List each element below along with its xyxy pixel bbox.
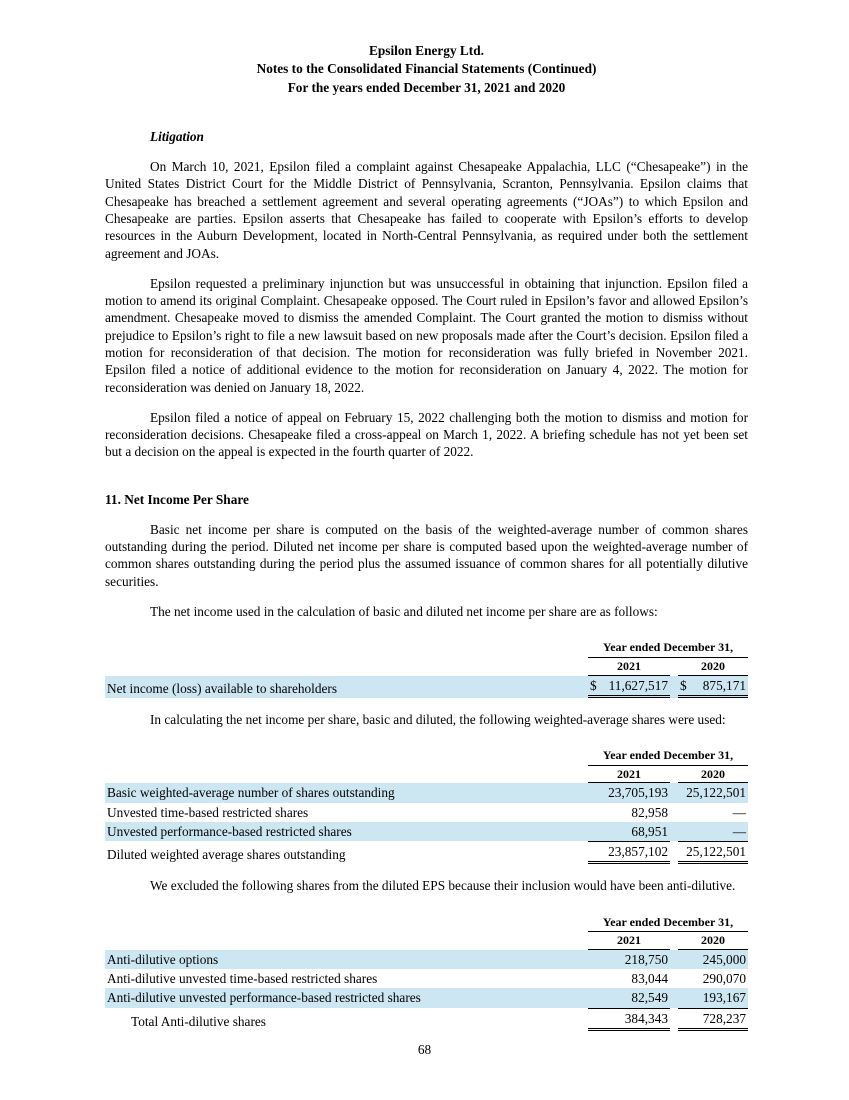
section-heading-net-income-per-share: 11. Net Income Per Share	[105, 491, 249, 507]
value-2020: 290,070	[702, 971, 746, 987]
table-row	[105, 988, 748, 1007]
net-income-table	[105, 640, 748, 697]
value-2020: 728,237	[678, 1008, 748, 1031]
value-2021: 82,958	[631, 804, 668, 820]
company-name: Epsilon Energy Ltd.	[369, 43, 484, 58]
weighted-average-shares-table	[105, 748, 748, 864]
value-2020: 25,122,501	[678, 841, 748, 864]
anti-dilutive-shares-table	[105, 915, 748, 1031]
table-row	[105, 969, 748, 988]
table-row	[105, 950, 748, 969]
litigation-paragraph-1: On March 10, 2021, Epsilon filed a complaint against Chesapeake Appalachia, LLC (“Chesapeake”) in the United States District Court for the Middle District of Pennsylvania, Scranton, Pennsylvania. Epsilon claims that Chesapeake has breached a settlement agreement and several operating agreements (“JOAs”) to which Epsilon and Chesapeake are parties. Epsilon asserts that Chesapeake has failed to cooperate with Epsilon’s efforts to develop resources in the Auburn Development, located in North-Central Pennsylvania, as required under both the settlement agreement and JOAs.	[105, 159, 748, 261]
amount: 11,627,517	[608, 677, 668, 693]
row-label: Total Anti-dilutive shares	[131, 1013, 266, 1029]
value-2020: —	[732, 823, 746, 839]
year-2020-header: 2020	[678, 933, 748, 950]
table-total-row	[105, 841, 748, 864]
value-2021: 68,951	[631, 823, 668, 839]
year-2020-header: 2020	[678, 659, 748, 676]
document-header	[105, 42, 748, 96]
value-2020: 193,167	[702, 990, 746, 1006]
year-ended-header: Year ended December 31,	[588, 748, 748, 766]
shares-table-header	[105, 748, 748, 783]
page-number: 68	[417, 1041, 432, 1057]
row-label: Basic weighted-average number of shares outstanding	[107, 785, 395, 801]
reporting-period: For the years ended December 31, 2021 and 2020	[287, 79, 566, 95]
value-2021: 384,343	[588, 1008, 670, 1031]
row-label: Unvested time-based restricted shares	[107, 804, 309, 820]
table-row	[105, 783, 748, 802]
value-2021: 82,549	[631, 990, 668, 1006]
document-subtitle: Notes to the Consolidated Financial Statements (Continued)	[256, 61, 597, 77]
table2-intro-paragraph: In calculating the net income per share, basic and diluted, the following weighted-average shares were used:	[150, 711, 726, 727]
year-ended-header: Year ended December 31,	[588, 640, 748, 658]
year-2021-header: 2021	[588, 659, 670, 676]
value-2020: 245,000	[702, 951, 746, 967]
net-income-table-header	[105, 640, 748, 675]
table-total-row	[105, 1008, 748, 1031]
row-label: Anti-dilutive options	[107, 951, 219, 967]
year-2020-header: 2020	[678, 767, 748, 784]
table3-intro-paragraph: We excluded the following shares from the diluted EPS because their inclusion would have been anti-dilutive.	[150, 878, 736, 894]
litigation-heading: Litigation	[150, 128, 204, 144]
year-2021-header: 2021	[588, 767, 670, 784]
amount: 875,171	[702, 677, 746, 693]
currency-symbol: $	[590, 677, 597, 693]
table-row	[105, 822, 748, 841]
anti-dilutive-table-header	[105, 915, 748, 950]
litigation-paragraph-2: Epsilon requested a preliminary injunction but was unsuccessful in obtaining that injunction. Epsilon filed a motion to amend its original Complaint. Chesapeake opposed. The Court ruled in Epsilon’s favor and allowed Epsilon’s amendment. Chesapeake moved to dismiss the amended Complaint. The Court granted the motion to dismiss without prejudice to Epsilon’s right to file a new lawsuit based on new proposals made after the Court’s decision. Epsilon filed a motion for reconsideration of that decision. The motion for reconsideration was fully briefed in November 2021. Epsilon filed a notice of additional evidence to the motion for reconsideration on January 4, 2022. The motion for reconsideration was denied on January 18, 2022.	[105, 275, 748, 395]
value-2021: 23,705,193	[608, 785, 668, 801]
table-row	[105, 803, 748, 822]
row-label: Diluted weighted average shares outstanding	[107, 847, 346, 863]
value-2021: 83,044	[631, 971, 668, 987]
currency-symbol: $	[680, 677, 687, 693]
year-2021-header: 2021	[588, 933, 670, 950]
litigation-paragraph-3: Epsilon filed a notice of appeal on February 15, 2022 challenging both the motion to dismiss and motion for reconsideration decisions. Chesapeake filed a cross-appeal on March 1, 2022. A briefing schedule has not yet been set but a decision on the appeal is expected in the fourth quarter of 2022.	[105, 409, 748, 460]
table1-intro-paragraph: The net income used in the calculation of basic and diluted net income per share are as follows:	[150, 604, 658, 620]
value-2020	[678, 676, 748, 698]
value-2020: —	[732, 804, 746, 820]
table-row	[105, 676, 748, 698]
row-label: Anti-dilutive unvested time-based restricted shares	[107, 971, 378, 987]
value-2020: 25,122,501	[686, 785, 746, 801]
value-2021: 218,750	[624, 951, 668, 967]
row-label: Net income (loss) available to shareholders	[107, 680, 338, 696]
net-income-intro-paragraph: Basic net income per share is computed on the basis of the weighted-average number of common shares outstanding during the period. Diluted net income per share is computed based upon the weighted-average number of common shares outstanding during the period plus the assumed issuance of common shares for all potentially dilutive securities.	[105, 521, 748, 589]
row-label: Unvested performance-based restricted shares	[107, 823, 352, 839]
row-label: Anti-dilutive unvested performance-based restricted shares	[107, 990, 421, 1006]
value-2021	[588, 676, 670, 698]
value-2021: 23,857,102	[588, 841, 670, 864]
year-ended-header: Year ended December 31,	[588, 915, 748, 933]
